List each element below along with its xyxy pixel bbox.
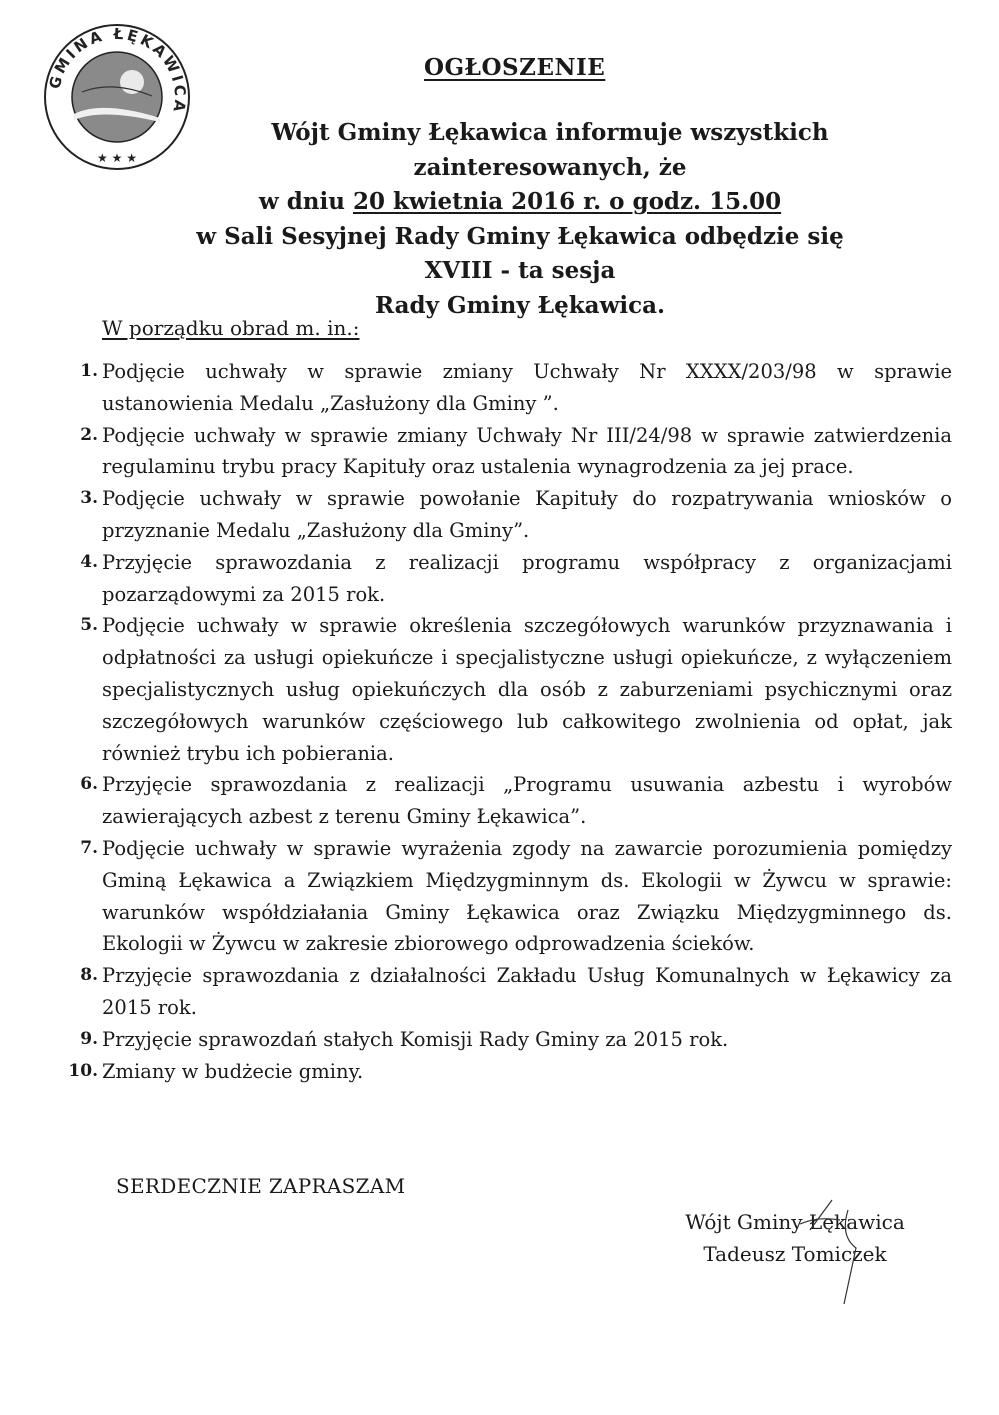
agenda-item-text: Przyjęcie sprawozdania z realizacji „Programu usuwania azbestu i wyrobów zawierających azbest z terenu Gminy Łękawica”. <box>102 773 952 829</box>
agenda-item-text: Przyjęcie sprawozdania z realizacji programu współpracy z organizacjami pozarządowymi za 2015 rok. <box>102 550 952 606</box>
agenda-item <box>64 960 952 1024</box>
agenda-item-number: 4. <box>80 551 98 572</box>
agenda-item <box>64 1024 952 1056</box>
seal-ring-text: GMINA ŁĘKAWICA <box>45 24 190 116</box>
agenda-item <box>64 610 952 769</box>
agenda-item-text: Przyjęcie sprawozdań stałych Komisji Rady Gminy za 2015 rok. <box>102 1027 729 1051</box>
agenda-item-number: 1. <box>80 361 98 381</box>
agenda-item <box>64 356 952 420</box>
agenda-item <box>64 483 952 547</box>
intro-date-prefix: w dniu <box>258 188 353 215</box>
agenda-item-number: 10. <box>68 1060 98 1081</box>
agenda-item <box>64 1056 952 1088</box>
intro-line-1: Wójt Gminy Łękawica informuje wszystkich zainteresowanych, że <box>271 119 829 181</box>
agenda-item <box>64 833 952 960</box>
announcement-intro <box>100 116 940 323</box>
intro-line-2 <box>100 185 940 220</box>
agenda-item-text: Podjęcie uchwały w sprawie wyrażenia zgody na zawarcie porozumienia pomiędzy Gminą Łękawica a Związkiem Międzygminnym ds. Ekologii w Żywcu w sprawie: warunków współdziałania Gminy Łękawica oraz Związku Międzygminnego ds. Ekologii w Żywcu w zakresie zbiorowego odprowadzenia ścieków. <box>102 836 952 956</box>
agenda-item-number: 2. <box>80 424 98 445</box>
agenda-item-text: Podjęcie uchwały w sprawie powołanie Kapituły do rozpatrywania wniosków o przyznanie Medalu „Zasłużony dla Gminy”. <box>102 487 952 542</box>
session-date: 20 kwietnia 2016 r. o godz. 15.00 <box>352 188 782 215</box>
agenda-list <box>64 356 952 1087</box>
seal-stars: ★ ★ ★ <box>97 151 137 165</box>
agenda-item-number: 7. <box>80 837 98 858</box>
agenda-item-number: 3. <box>80 488 98 509</box>
signatory-name: Tadeusz Tomiczek <box>703 1242 887 1266</box>
session-number: XVIII - ta sesja <box>424 257 616 284</box>
agenda-item-number: 9. <box>80 1028 98 1049</box>
page-title: OGŁOSZENIE <box>424 54 606 81</box>
agenda-item-number: 5. <box>80 615 98 636</box>
council-name: Rady Gminy Łękawica. <box>374 291 666 319</box>
intro-line-3: w Sali Sesyjnej Rady Gminy Łękawica odbędzie się <box>196 222 844 250</box>
agenda-item-number: 6. <box>80 774 98 795</box>
signatory-role: Wójt Gminy Łękawica <box>685 1210 905 1234</box>
agenda-item <box>64 420 952 484</box>
agenda-item-number: 8. <box>80 965 98 986</box>
agenda-item <box>64 769 952 833</box>
agenda-heading: W porządku obrad m. in.: <box>102 316 360 340</box>
agenda-item-text: Podjęcie uchwały w sprawie zmiany Uchwały Nr XXXX/203/98 w sprawie ustanowienia Medalu „Zasłużony dla Gminy ”. <box>102 360 952 415</box>
agenda-item-text: Podjęcie uchwały w sprawie określenia szczegółowych warunków przyznawania i odpłatności za usługi opiekuńcze i specjalistyczne usługi opiekuńcze, z wyłączeniem specjalistycznych usług opiekuńczych dla osób z zaburzeniami psychicznymi oraz szczegółowych warunków częściowego lub całkowitego zwolnienia od opłat, jak również trybu ich pobierania. <box>102 614 952 765</box>
handwritten-signature <box>770 1196 870 1306</box>
invitation-text: SERDECZNIE ZAPRASZAM <box>116 1174 406 1198</box>
agenda-item-text: Podjęcie uchwały w sprawie zmiany Uchwały Nr III/24/98 w sprawie zatwierdzenia regulaminu trybu pracy Kapituły oraz ustalenia wynagrodzenia za jej prace. <box>102 423 952 479</box>
agenda-item-text: Przyjęcie sprawozdania z działalności Zakładu Usług Komunalnych w Łękawicy za 2015 rok. <box>102 964 952 1019</box>
agenda-item <box>64 547 952 611</box>
agenda-item-text: Zmiany w budżecie gminy. <box>102 1059 364 1083</box>
